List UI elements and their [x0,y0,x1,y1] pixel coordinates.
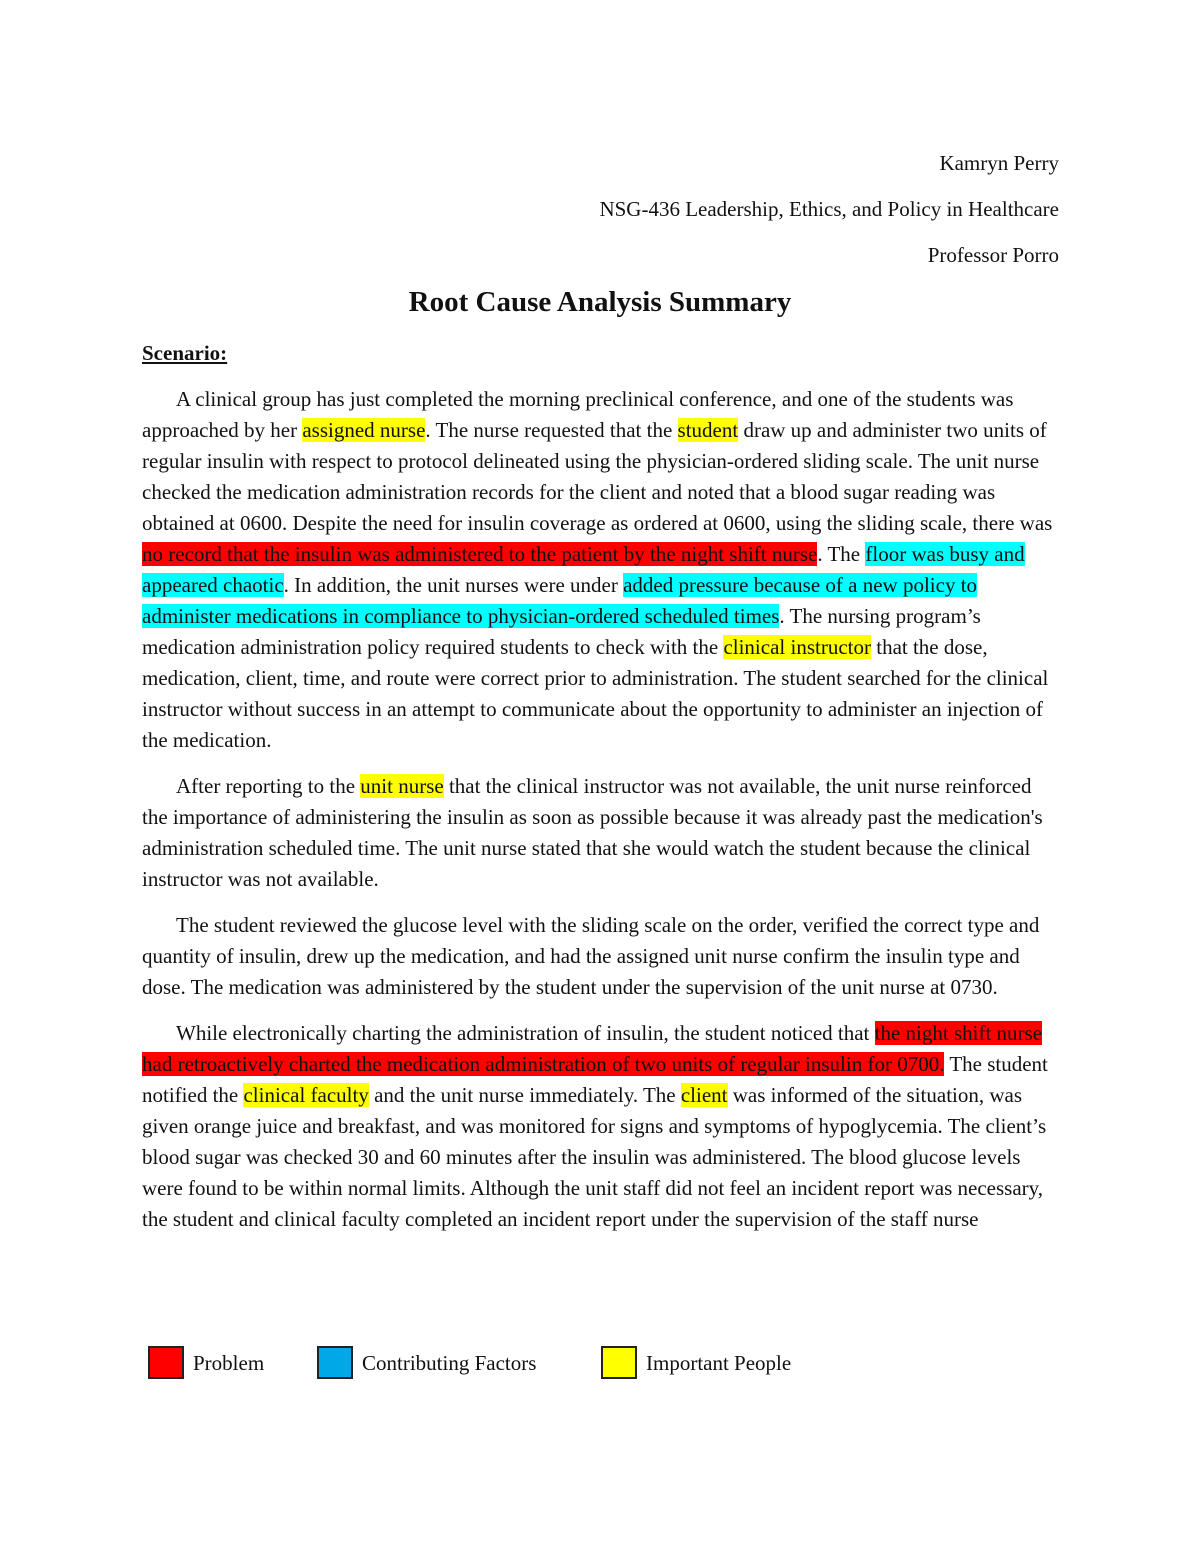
scenario-paragraph [142,1018,1060,1235]
legend-label-problem: Problem [193,1351,265,1375]
professor-name: Professor Porro [927,243,1059,267]
text-run: . The nurse requested that the [425,418,678,442]
text-run: . The nursing program’s medication administration policy required students to check with the [142,604,981,659]
highlight-people: unit nurse [360,774,444,798]
text-run: A clinical group has just completed the morning preclinical conference, and one of the students was approached by her [142,387,1014,442]
legend-label-important-people: Important People [646,1351,792,1375]
highlight-contributing: floor was busy and appeared chaotic [142,542,1025,597]
text-run: After reporting to the [176,774,361,798]
legend-label-contributing-factors: Contributing Factors [362,1351,537,1375]
text-run: . The [817,542,866,566]
text-run: and the unit nurse immediately. The [368,1083,681,1107]
highlight-people: student [677,418,739,442]
text-run: that the dose, medication, client, time, and route were correct prior to administration. The student searched for the clinical instructor without success in an attempt to communicate about the opportunity to administer an injection of the medication. [142,635,1049,752]
legend-swatch-important-people [601,1346,637,1379]
document-title: Root Cause Analysis Summary [408,286,792,318]
highlight-people: assigned nurse [302,418,426,442]
text-run: The student reviewed the glucose level with the sliding scale on the order, verified the correct type and quantity of insulin, drew up the medication, and had the assigned unit nurse confirm the insulin type and dose. The medication was administered by the student under the supervision of the unit nurse at 0730. [142,913,1040,999]
text-run: was informed of the situation, was given orange juice and breakfast, and was monitored for signs and symptoms of hypoglycemia. The client’s blood sugar was checked 30 and 60 minutes after the insulin was administered. The blood glucose levels were found to be within normal limits. Although the unit staff did not feel an incident report was necessary, the student and clinical faculty completed an incident report under the supervision of the staff nurse [142,1083,1047,1231]
highlight-people: clinical instructor [723,635,871,659]
text-run: . In addition, the unit nurses were under [283,573,624,597]
legend-swatch-contributing-factors [317,1346,353,1379]
scenario-paragraph [142,771,1060,895]
highlight-people: client [680,1083,728,1107]
author-name: Kamryn Perry [939,151,1059,175]
color-legend [148,1346,1048,1384]
section-heading: Scenario: [142,341,228,365]
text-run: While electronically charting the administration of insulin, the student noticed that [176,1021,875,1045]
highlight-contributing: added pressure because of a new policy to administer medications in compliance to physician-ordered scheduled times [142,573,978,628]
highlight-problem: no record that the insulin was administered to the patient by the night shift nurse [142,542,818,566]
highlight-people: clinical faculty [243,1083,369,1107]
course-name: NSG-436 Leadership, Ethics, and Policy in Healthcare [599,197,1059,221]
text-run: The student notified the [142,1052,1048,1107]
legend-swatch-problem [148,1346,184,1379]
header-block [599,140,1059,278]
scenario-paragraph [142,384,1060,756]
highlight-problem: the night shift nurse had retroactively charted the medication administration of two units of regular insulin for 0700. [142,1021,1043,1076]
scenario-body [142,384,1060,1250]
text-run: draw up and administer two units of regular insulin with respect to protocol delineated using the physician-ordered sliding scale. The unit nurse checked the medication administration records for the client and noted that a blood sugar reading was obtained at 0600. Despite the need for insulin coverage as ordered at 0600, using the sliding scale, there was [142,418,1053,535]
text-run: that the clinical instructor was not available, the unit nurse reinforced the importance of administering the insulin as soon as possible because it was already past the medication's administration scheduled time. The unit nurse stated that she would watch the student because the clinical instructor was not available. [142,774,1043,891]
scenario-paragraph [142,910,1060,1003]
